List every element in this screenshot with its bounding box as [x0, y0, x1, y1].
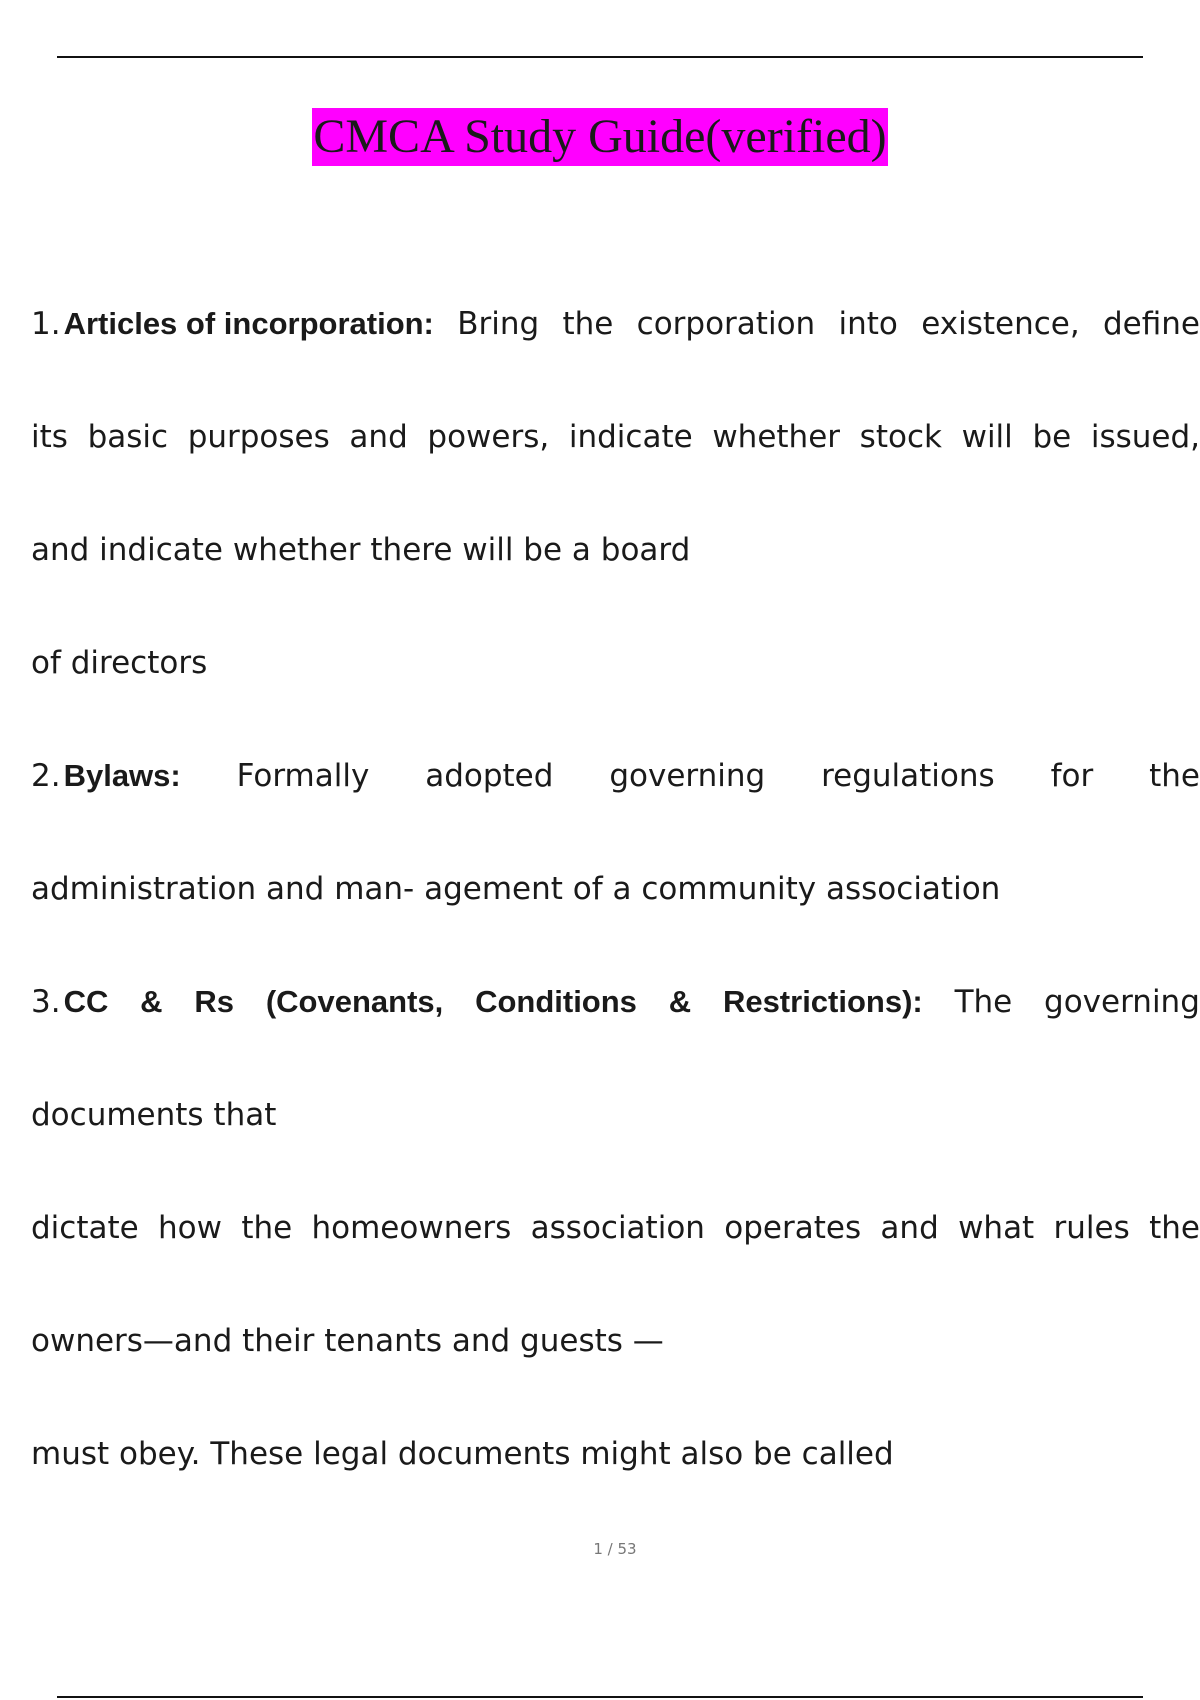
item-term: CC — [63, 984, 109, 1019]
word: issued, — [1090, 419, 1200, 455]
word: purposes — [187, 419, 330, 455]
word: the — [1149, 758, 1200, 794]
bottom-rule — [57, 1696, 1143, 1698]
word: for — [1050, 758, 1094, 794]
word: and — [880, 1210, 939, 1246]
item-number: 2. — [31, 758, 61, 794]
word: regulations — [821, 758, 995, 794]
word: the — [562, 306, 614, 342]
word: basic — [87, 419, 169, 455]
item-1-line-2 — [31, 417, 1200, 457]
term-word: Conditions — [475, 984, 637, 1019]
item-3-line-3 — [31, 1208, 1200, 1248]
word: the — [241, 1210, 293, 1246]
term-word: Rs — [194, 984, 235, 1019]
word: will — [961, 419, 1013, 455]
word: association — [530, 1210, 705, 1246]
item-3-line-1 — [31, 982, 1200, 1022]
item-3-line-4: owners—and their tenants and guests — — [31, 1323, 664, 1359]
top-rule — [57, 56, 1143, 58]
term-word: & — [668, 984, 692, 1019]
item-number: 3. — [31, 984, 61, 1020]
word: powers, — [427, 419, 550, 455]
word: operates — [724, 1210, 862, 1246]
word: its — [31, 419, 68, 455]
word: indicate — [568, 419, 693, 455]
word: dictate — [31, 1210, 139, 1246]
item-3-line-5: must obey. These legal documents might also be called — [31, 1436, 894, 1472]
word: be — [1032, 419, 1072, 455]
word: homeowners — [311, 1210, 512, 1246]
item-1-heading — [31, 304, 434, 344]
word: stock — [859, 419, 942, 455]
term-word: Restrictions): — [722, 984, 923, 1019]
word: existence, — [921, 306, 1080, 342]
item-1-line-1 — [31, 304, 1200, 344]
item-number: 1. — [31, 306, 61, 342]
word: rules — [1053, 1210, 1130, 1246]
document-title: CMCA Study Guide(verified) — [312, 108, 887, 166]
word: and — [349, 419, 408, 455]
item-2-heading — [31, 756, 181, 796]
item-3-line-2: documents that — [31, 1097, 277, 1133]
item-term: Bylaws: — [63, 758, 181, 793]
word: into — [838, 306, 898, 342]
word: Formally — [236, 758, 370, 794]
word: what — [958, 1210, 1035, 1246]
word: the — [1149, 1210, 1200, 1246]
word: The — [954, 984, 1013, 1020]
term-word: (Covenants, — [265, 984, 444, 1019]
word: whether — [712, 419, 841, 455]
item-term: Articles of incorporation: — [63, 306, 434, 341]
title-container — [0, 108, 1200, 166]
item-3-heading — [31, 982, 108, 1022]
word: Bring — [457, 306, 540, 342]
word: adopted — [425, 758, 554, 794]
word: define — [1103, 306, 1200, 342]
item-2-line-2: administration and man- agement of a community association — [31, 871, 1001, 907]
word: governing — [1044, 984, 1200, 1020]
page-indicator: 1 / 53 — [593, 1540, 637, 1558]
item-1-line-4: of directors — [31, 645, 208, 681]
item-2-line-1 — [31, 756, 1200, 796]
word: governing — [609, 758, 766, 794]
term-word: & — [140, 984, 163, 1019]
item-1-line-3: and indicate whether there will be a board — [31, 532, 691, 568]
word: how — [158, 1210, 222, 1246]
word: corporation — [636, 306, 816, 342]
